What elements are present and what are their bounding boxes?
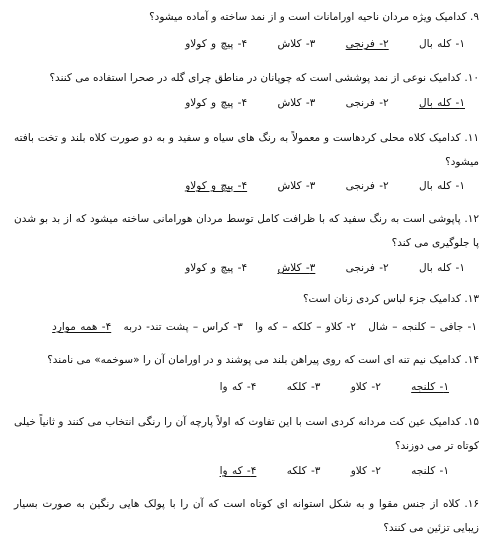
question-12-options	[159, 262, 465, 274]
q9-option-4: ۴- پیچ و کولاو	[185, 38, 248, 50]
question-16-text: ۱۶. کلاه از جنس مقوا و به شکل استوانه ای کوتاه است که آن را با پولک هایی رنگین به صورت بسیار زیبایی تزئین می کنند؟	[14, 498, 479, 534]
q9-option-3: ۳- کلاش	[277, 38, 316, 50]
q11-option-3: ۳- کلاش	[277, 180, 316, 192]
q13-option-2: ۲- کلاو – کلکه – که وا	[255, 321, 356, 333]
q10-option-2: ۲- فرنجی	[345, 97, 389, 109]
q15-option-1: ۱- کلنجه	[411, 465, 449, 477]
question-9-options	[159, 38, 465, 50]
q14-option-2: ۲- کلاو	[350, 381, 381, 393]
q12-option-2: ۲- فرنجی	[345, 262, 389, 274]
question-11-text: ۱۱. کدامیک کلاه محلی کردهاست و معمولاً به رنگ های سیاه و سفید و به دو صورت کلاه بلند و تخت بافته میشود؟	[14, 132, 479, 168]
question-10-options	[159, 97, 465, 109]
q9-option-2-marked: ۲- فرنجی	[345, 38, 389, 50]
q12-option-1: ۱- کله بال	[419, 262, 465, 274]
question-12-text: ۱۲. پاپوشی است به رنگ سفید که با ظرافت کامل توسط مردان هورامانی ساخته میشود که از بد بو شدن پا جلوگیری می کند؟	[14, 213, 479, 249]
question-10-text: ۱۰. کدامیک نوعی از نمد پوششی است که چوپانان در مناطق چرای گله در صحرا استفاده می کنند؟	[49, 72, 479, 84]
question-11-options	[159, 180, 465, 192]
q11-option-1: ۱- کله بال	[419, 180, 465, 192]
question-15-options	[194, 465, 449, 477]
q9-option-1: ۱- کله بال	[419, 38, 465, 50]
q15-option-4-marked: ۴- که وا	[219, 465, 257, 477]
question-15-text: ۱۵. کدامیک عین کت مردانه کردی است با این تفاوت که اولاً پارچه آن را رنگی انتخاب می کنند و ثانیاً خیلی کوتاه تر می دوزند؟	[14, 416, 479, 452]
question-9-text: ۹. کدامیک ویژه مردان ناحیه اورامانات است و از نمد ساخته و آماده میشود؟	[149, 11, 479, 23]
q10-option-1-marked: ۱- کله بال	[419, 97, 465, 109]
question-13-options	[52, 321, 477, 333]
q15-option-3: ۳- کلکه	[286, 465, 321, 477]
q15-option-2: ۲- کلاو	[350, 465, 381, 477]
question-13-text: ۱۳. کدامیک جزء لباس کردی زنان است؟	[302, 293, 479, 305]
q12-option-3-marked: ۳- کلاش	[277, 262, 316, 274]
q12-option-4: ۴- پیچ و کولاو	[185, 262, 248, 274]
q14-option-1-marked: ۱- کلنجه	[411, 381, 449, 393]
q11-option-2: ۲- فرنجی	[345, 180, 389, 192]
q13-option-1: ۱- جافی – کلنجه – شال	[368, 321, 477, 333]
q13-option-3: ۳- کراس – پشت تند- دربه	[123, 321, 243, 333]
q10-option-4: ۴- پیچ و کولاو	[185, 97, 248, 109]
q14-option-4: ۴- که وا	[219, 381, 257, 393]
question-14-options	[194, 381, 449, 393]
q14-option-3: ۳- کلکه	[286, 381, 321, 393]
q13-option-4-marked: ۴- همه موارد	[52, 321, 112, 333]
question-14-text: ۱۴. کدامیک نیم تنه ای است که روی پیراهن بلند می پوشند و در اورامان آن را «سوخمه» می نامند؟	[47, 354, 479, 366]
q10-option-3: ۳- کلاش	[277, 97, 316, 109]
q11-option-4-marked: ۴- پیچ و کولاو	[185, 180, 248, 192]
